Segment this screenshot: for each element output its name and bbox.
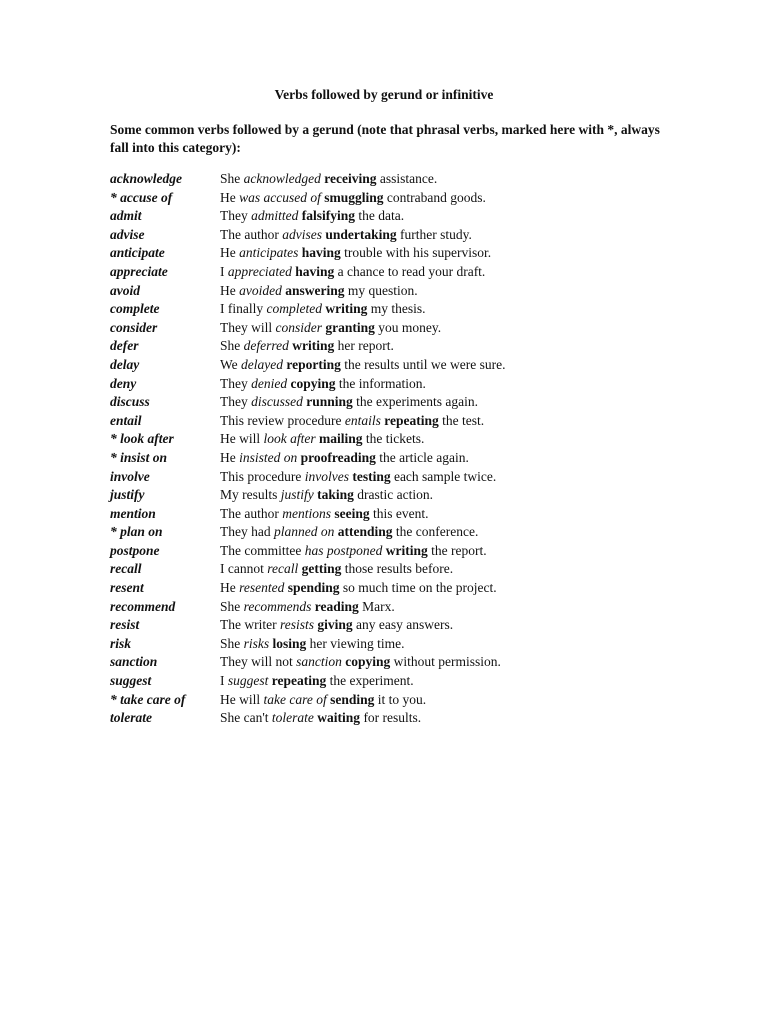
sentence-text: She can't xyxy=(220,710,272,726)
verb-term: * accuse of xyxy=(110,189,173,205)
verb-row xyxy=(110,523,670,542)
sentence-text: The writer xyxy=(220,617,280,633)
sentence-text: this event. xyxy=(369,505,429,521)
verb-usage: consider xyxy=(275,319,322,335)
example-sentence xyxy=(220,486,433,505)
example-sentence xyxy=(220,505,428,524)
verb-row xyxy=(110,300,670,319)
example-sentence xyxy=(220,579,497,598)
sentence-text: my question. xyxy=(344,282,418,298)
gerund: proofreading xyxy=(300,449,376,465)
sentence-text: My results xyxy=(220,487,281,503)
gerund: granting xyxy=(325,319,375,335)
verb-usage: denied xyxy=(251,375,288,391)
sentence-text: They xyxy=(220,375,252,391)
verb-usage: involves xyxy=(304,468,349,484)
sentence-text: my thesis. xyxy=(367,301,426,317)
gerund: testing xyxy=(352,468,391,484)
example-sentence xyxy=(220,523,478,542)
gerund: answering xyxy=(285,282,345,298)
sentence-text: the article again. xyxy=(375,449,469,465)
page-title: Verbs followed by gerund or infinitive xyxy=(274,87,494,102)
example-sentence xyxy=(220,226,472,245)
verb-term: sanction xyxy=(110,654,158,670)
gerund: attending xyxy=(337,524,393,540)
verb-row xyxy=(110,560,670,579)
sentence-text: drastic action. xyxy=(353,487,433,503)
sentence-text: the conference. xyxy=(392,524,479,540)
verb-term: * take care of xyxy=(110,691,186,707)
verb-term: tolerate xyxy=(110,710,152,726)
example-sentence xyxy=(220,635,405,654)
gerund: writing xyxy=(325,301,368,317)
verb-row xyxy=(110,430,670,449)
verb-row xyxy=(110,635,670,654)
example-sentence xyxy=(220,263,485,282)
verb-row xyxy=(110,189,670,208)
example-sentence xyxy=(220,542,487,561)
sentence-text: This procedure xyxy=(220,468,305,484)
verb-term: postpone xyxy=(110,542,160,558)
sentence-text: The committee xyxy=(220,542,305,558)
sentence-text: the test. xyxy=(438,412,485,428)
verb-term: deny xyxy=(110,375,137,391)
verb-row xyxy=(110,319,670,338)
sentence-text: The author xyxy=(220,226,283,242)
gerund: running xyxy=(306,394,353,410)
verb-row xyxy=(110,598,670,617)
verb-usage: avoided xyxy=(239,282,282,298)
example-sentence xyxy=(220,356,505,375)
verb-usage: anticipates xyxy=(239,245,299,261)
verb-term: defer xyxy=(110,338,139,354)
verb-usage: delayed xyxy=(241,356,284,372)
verb-row xyxy=(110,393,670,412)
sentence-text: He xyxy=(220,282,240,298)
gerund: spending xyxy=(287,580,340,596)
gerund: reading xyxy=(314,598,359,614)
sentence-text: They had xyxy=(220,524,274,540)
gerund: smuggling xyxy=(324,189,384,205)
sentence-text: the results until we were sure. xyxy=(340,356,506,372)
sentence-text: the information. xyxy=(335,375,426,391)
sentence-text: He xyxy=(220,449,240,465)
verb-row xyxy=(110,207,670,226)
verb-usage: mentions xyxy=(282,505,331,521)
example-sentence xyxy=(220,319,441,338)
verb-term: entail xyxy=(110,412,142,428)
sentence-text: assistance. xyxy=(376,171,438,186)
example-sentence xyxy=(220,412,484,431)
verb-term: justify xyxy=(110,487,145,503)
verb-row xyxy=(110,170,670,189)
verb-usage: was accused of xyxy=(239,189,321,205)
verb-row xyxy=(110,263,670,282)
verb-usage: suggest xyxy=(227,673,269,689)
example-sentence xyxy=(220,337,394,356)
example-sentence xyxy=(220,170,437,189)
verb-row xyxy=(110,579,670,598)
verb-usage: resists xyxy=(279,617,314,633)
example-sentence xyxy=(220,672,414,691)
verb-row xyxy=(110,616,670,635)
example-sentence xyxy=(220,430,424,449)
verb-usage: has postponed xyxy=(304,542,383,558)
verb-term: complete xyxy=(110,301,160,317)
gerund: having xyxy=(301,245,341,261)
sentence-text: She xyxy=(220,598,244,614)
verb-usage: tolerate xyxy=(271,710,314,726)
verb-row xyxy=(110,468,670,487)
sentence-text: her report. xyxy=(334,338,394,354)
example-sentence xyxy=(220,393,478,412)
example-sentence xyxy=(220,189,486,208)
sentence-text: He xyxy=(220,245,240,261)
gerund: writing xyxy=(385,542,428,558)
verb-usage: sanction xyxy=(296,654,342,670)
sentence-text: He will xyxy=(220,431,264,447)
verb-term: resent xyxy=(110,580,144,596)
verb-term: avoid xyxy=(110,282,140,298)
sentence-text: This review procedure xyxy=(220,412,345,428)
verb-usage: admitted xyxy=(251,208,299,224)
sentence-text: the report. xyxy=(427,542,487,558)
gerund: copying xyxy=(345,654,391,670)
verb-term: acknowledge xyxy=(110,171,182,186)
sentence-text: She xyxy=(220,338,244,354)
verb-row xyxy=(110,505,670,524)
verb-usage: recommends xyxy=(243,598,312,614)
sentence-text: She xyxy=(220,171,244,186)
verb-term: * look after xyxy=(110,431,174,447)
sentence-text: Marx. xyxy=(358,598,395,614)
gerund: sending xyxy=(330,691,375,707)
verb-usage: acknowledged xyxy=(243,171,321,186)
example-sentence xyxy=(220,207,404,226)
verb-usage: completed xyxy=(266,301,322,317)
gerund: mailing xyxy=(319,431,363,447)
gerund: taking xyxy=(317,487,354,503)
sentence-text: so much time on the project. xyxy=(339,580,497,596)
verb-usage: recall xyxy=(267,561,299,577)
gerund: seeing xyxy=(334,505,370,521)
sentence-text: without permission. xyxy=(390,654,501,670)
sentence-text: They will not xyxy=(220,654,297,670)
sentence-text: We xyxy=(220,356,242,372)
sentence-text: They xyxy=(220,208,252,224)
example-sentence xyxy=(220,691,426,710)
verb-term: involve xyxy=(110,468,150,484)
verb-row xyxy=(110,412,670,431)
verb-row xyxy=(110,486,670,505)
verb-row xyxy=(110,375,670,394)
sentence-text: I xyxy=(220,673,228,689)
verb-example-list xyxy=(110,170,670,728)
sentence-text: They xyxy=(220,394,252,410)
gerund: losing xyxy=(272,635,307,651)
sentence-text: He will xyxy=(220,691,264,707)
verb-row xyxy=(110,449,670,468)
verb-term: risk xyxy=(110,635,132,651)
verb-term: consider xyxy=(110,319,158,335)
example-sentence xyxy=(220,449,469,468)
verb-usage: discussed xyxy=(251,394,303,410)
verb-term: suggest xyxy=(110,673,152,689)
verb-row xyxy=(110,282,670,301)
sentence-text: He xyxy=(220,189,240,205)
verb-term: discuss xyxy=(110,394,150,410)
sentence-text: you money. xyxy=(374,319,442,335)
verb-row xyxy=(110,226,670,245)
sentence-text: They will xyxy=(220,319,276,335)
verb-term: advise xyxy=(110,226,145,242)
sentence-text: each sample twice. xyxy=(390,468,497,484)
sentence-text: the tickets. xyxy=(362,431,425,447)
verb-term: recommend xyxy=(110,598,176,614)
example-sentence xyxy=(220,616,453,635)
sentence-text: I finally xyxy=(220,301,267,317)
verb-term: mention xyxy=(110,505,156,521)
sentence-text: for results. xyxy=(360,710,422,726)
sentence-text: those results before. xyxy=(341,561,454,577)
verb-row xyxy=(110,653,670,672)
verb-usage: justify xyxy=(280,487,314,503)
verb-term: recall xyxy=(110,561,142,577)
example-sentence xyxy=(220,598,395,617)
verb-usage: advises xyxy=(282,226,322,242)
gerund: reporting xyxy=(286,356,341,372)
gerund: copying xyxy=(290,375,336,391)
sentence-text: the experiment. xyxy=(326,673,414,689)
gerund: getting xyxy=(301,561,342,577)
sentence-text: her viewing time. xyxy=(306,635,405,651)
example-sentence xyxy=(220,560,453,579)
verb-usage: risks xyxy=(243,635,270,651)
sentence-text: any easy answers. xyxy=(352,617,454,633)
verb-term: delay xyxy=(110,356,140,372)
gerund: falsifying xyxy=(301,208,356,224)
verb-term: anticipate xyxy=(110,245,165,261)
gerund: repeating xyxy=(271,673,327,689)
verb-usage: deferred xyxy=(243,338,289,354)
verb-row xyxy=(110,244,670,263)
sentence-text: She xyxy=(220,635,244,651)
sentence-text: the experiments again. xyxy=(352,394,478,410)
gerund: repeating xyxy=(384,412,439,428)
verb-row xyxy=(110,709,670,728)
verb-row xyxy=(110,542,670,561)
verb-term: resist xyxy=(110,617,140,633)
sentence-text: contraband goods. xyxy=(383,189,486,205)
verb-term: * plan on xyxy=(110,524,163,540)
example-sentence xyxy=(220,709,421,728)
sentence-text: further study. xyxy=(396,226,472,242)
gerund: undertaking xyxy=(325,226,397,242)
verb-usage: look after xyxy=(263,431,316,447)
verb-usage: planned on xyxy=(273,524,335,540)
gerund: having xyxy=(295,263,335,279)
verb-row xyxy=(110,356,670,375)
sentence-text: He xyxy=(220,580,240,596)
verb-term: * insist on xyxy=(110,449,168,465)
verb-usage: insisted on xyxy=(239,449,298,465)
sentence-text: it to you. xyxy=(374,691,427,707)
verb-row xyxy=(110,691,670,710)
verb-term: admit xyxy=(110,208,142,224)
sentence-text: The author xyxy=(220,505,283,521)
gerund: writing xyxy=(292,338,335,354)
verb-term: appreciate xyxy=(110,263,168,279)
verb-row xyxy=(110,672,670,691)
gerund: giving xyxy=(317,617,353,633)
gerund: receiving xyxy=(324,171,377,186)
example-sentence xyxy=(220,375,426,394)
example-sentence xyxy=(220,300,426,319)
sentence-text: I cannot xyxy=(220,561,268,577)
verb-usage: entails xyxy=(344,412,381,428)
sentence-text: I xyxy=(220,263,228,279)
example-sentence xyxy=(220,282,418,301)
sentence-text: the data. xyxy=(355,208,405,224)
example-sentence xyxy=(220,468,496,487)
sentence-text: trouble with his supervisor. xyxy=(340,245,492,261)
verb-usage: appreciated xyxy=(227,263,292,279)
intro-paragraph: Some common verbs followed by a gerund (note that phrasal verbs, marked here with *, always fall into this category): xyxy=(110,122,660,155)
gerund: waiting xyxy=(317,710,361,726)
example-sentence xyxy=(220,244,491,263)
example-sentence xyxy=(220,653,501,672)
verb-usage: take care of xyxy=(263,691,327,707)
sentence-text: a chance to read your draft. xyxy=(334,263,486,279)
verb-usage: resented xyxy=(239,580,285,596)
verb-row xyxy=(110,337,670,356)
